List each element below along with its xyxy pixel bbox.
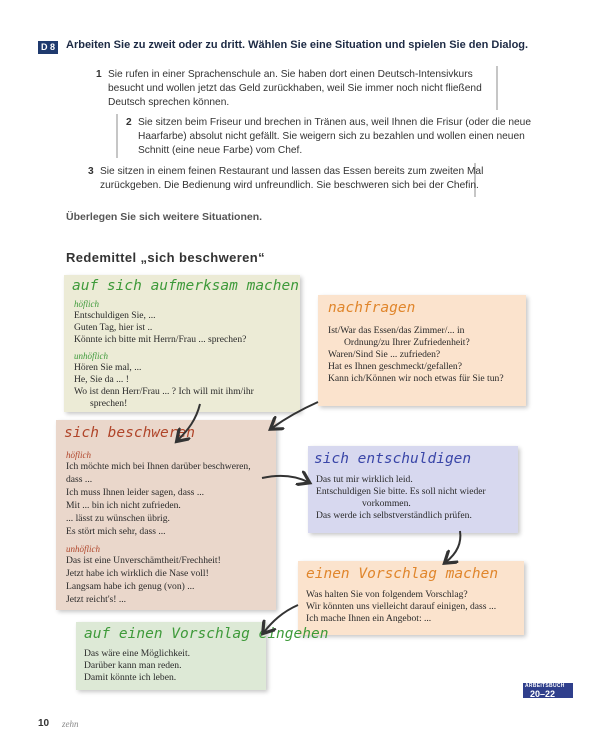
situation-number: 3 xyxy=(88,166,94,177)
card-title: einen Vorschlag machen xyxy=(306,566,499,582)
phrase: Das werde ich selbstverständlich prüfen. xyxy=(316,510,472,521)
phrase: Ich mache Ihnen ein Angebot: ... xyxy=(306,613,432,624)
label-polite: höflich xyxy=(66,450,91,460)
phrase: Hören Sie mal, ... xyxy=(74,362,142,373)
page-word: zehn xyxy=(62,719,79,729)
phrase: Wir könnten uns vielleicht darauf einigen, dass ... xyxy=(306,601,497,612)
card-title: nachfragen xyxy=(328,300,416,316)
page-number: 10 xyxy=(38,718,50,729)
phrase: Es stört mich sehr, dass ... xyxy=(66,526,166,537)
situation-number: 2 xyxy=(126,117,132,128)
card-title: auf einen Vorschlag eingehen xyxy=(84,626,329,642)
extra-instruction: Überlegen Sie sich weitere Situationen. xyxy=(66,211,263,223)
phrase: Jetzt habe ich wirklich die Nase voll! xyxy=(66,568,209,579)
phrase: Mit ... bin ich nicht zufrieden. xyxy=(66,500,181,511)
situation-line: Sie sitzen in einem feinen Restaurant und lassen das Essen bereits zum zweiten Mal xyxy=(100,166,484,177)
workbook-pages: 20–22 xyxy=(530,689,556,699)
phrase: Ordnung/zu Ihrer Zufriedenheit? xyxy=(344,337,470,348)
label-polite: höflich xyxy=(74,299,99,309)
phrase: Entschuldigen Sie, ... xyxy=(74,310,156,321)
arrow-icon xyxy=(262,476,308,482)
situation-line: Schnitt (eine neue Farbe) vom Chef. xyxy=(138,145,303,156)
arrow-icon xyxy=(178,404,200,440)
phrase: Ich muss Ihnen leider sagen, dass ... xyxy=(66,487,205,498)
card-title: auf sich aufmerksam machen xyxy=(72,278,299,294)
card-title: sich beschweren xyxy=(64,425,195,441)
workbook-label: ARBEITSBUCH xyxy=(525,683,565,689)
situation-line: zurückgeben. Die Bedienung wird unfreundlich. Sie beschweren sich bei der Chefin. xyxy=(100,180,479,191)
situation-line: Haarfarbe) absolut nicht gefällt. Sie weigern sich zu bezahlen und wollen einen neuen xyxy=(138,131,525,142)
phrase: vorkommen. xyxy=(362,498,411,509)
phrase: ... lässt zu wünschen übrig. xyxy=(66,513,170,524)
phrase: Ist/War das Essen/das Zimmer/... in xyxy=(328,325,465,336)
phrase: Das wäre eine Möglichkeit. xyxy=(84,648,191,659)
phrase: Wo ist denn Herr/Frau ... ? Ich will mit ihm/ihr xyxy=(74,386,254,397)
arrow-icon xyxy=(272,402,318,428)
phrase: Das tut mir wirklich leid. xyxy=(316,474,413,485)
label-impolite: unhöflich xyxy=(66,544,100,554)
task-badge: D 8 xyxy=(38,41,58,54)
situation-number: 1 xyxy=(96,69,102,80)
phrase: Hat es Ihnen geschmeckt/gefallen? xyxy=(328,361,462,372)
phrase: dass ... xyxy=(66,474,93,485)
redemittel-heading: Redemittel „sich beschweren“ xyxy=(66,250,266,265)
phrase: Was halten Sie von folgendem Vorschlag? xyxy=(306,589,468,600)
phrase: Waren/Sind Sie ... zufrieden? xyxy=(328,349,441,360)
phrase: Ich möchte mich bei Ihnen darüber beschweren, xyxy=(66,461,251,472)
situation-line: besucht und wollen jetzt das Geld zurückhaben, weil Sie immer noch nicht fließend xyxy=(108,83,482,94)
phrase: Langsam habe ich genug (von) ... xyxy=(66,581,195,592)
situation-line: Deutsch sprechen können. xyxy=(108,97,230,108)
phrase: Darüber kann man reden. xyxy=(84,660,182,671)
label-impolite: unhöflich xyxy=(74,351,108,361)
phrase: He, Sie da ... ! xyxy=(74,374,129,385)
phrase: Guten Tag, hier ist .. xyxy=(74,322,153,333)
card-title: sich entschuldigen xyxy=(314,451,472,467)
phrase: Das ist eine Unverschämtheit/Frechheit! xyxy=(66,555,221,566)
situation-line: Sie sitzen beim Friseur und brechen in Tränen aus, weil Ihnen die Frisur (oder die neue xyxy=(138,117,531,128)
task-title: Arbeiten Sie zu zweit oder zu dritt. Wählen Sie eine Situation und spielen Sie den Dialog. xyxy=(66,39,529,51)
phrase: Entschuldigen Sie bitte. Es soll nicht wieder xyxy=(316,486,486,497)
arrow-icon xyxy=(446,531,460,562)
phrase: sprechen! xyxy=(90,398,128,409)
phrase: Jetzt reicht's! ... xyxy=(66,594,127,605)
arrow-icon xyxy=(264,605,298,632)
situation-line: Sie rufen in einer Sprachenschule an. Sie haben dort einen Deutsch-Intensivkurs xyxy=(108,69,473,80)
phrase: Könnte ich bitte mit Herrn/Frau ... sprechen? xyxy=(74,334,247,345)
phrase: Kann ich/Können wir noch etwas für Sie tun? xyxy=(328,373,504,384)
phrase: Damit könnte ich leben. xyxy=(84,672,177,683)
